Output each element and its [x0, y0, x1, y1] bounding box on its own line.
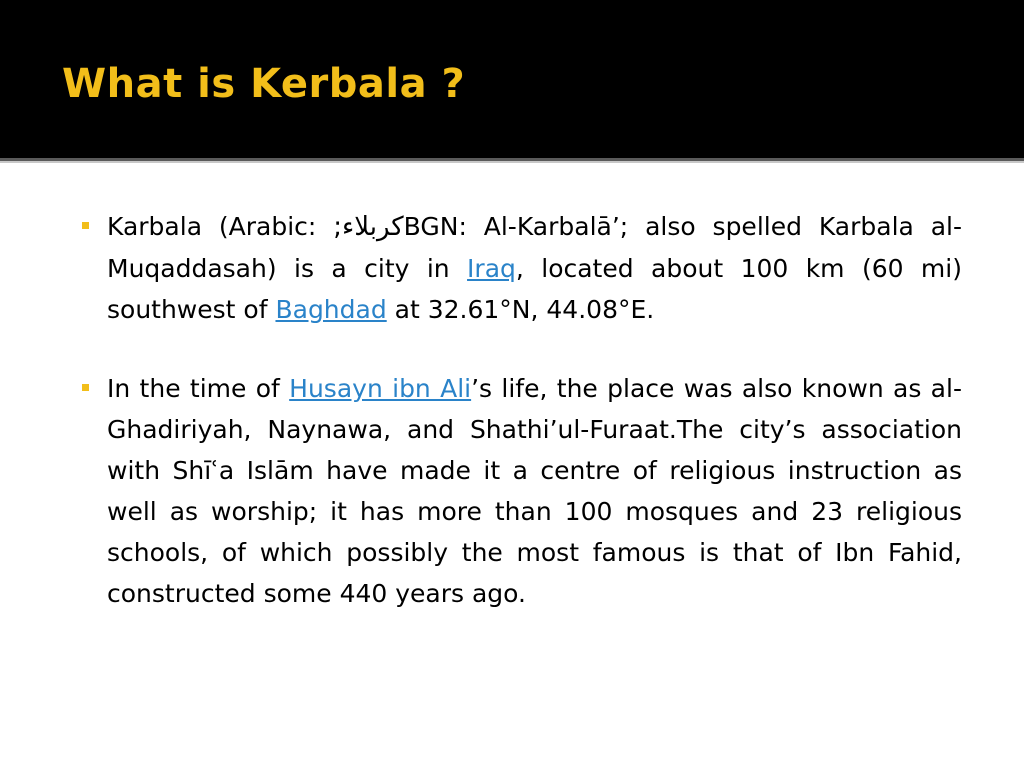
title-bar	[0, 0, 1024, 158]
bullet-text: In the time of	[107, 374, 290, 403]
link-baghdad[interactable]: Baghdad	[275, 295, 387, 324]
link-iraq[interactable]: Iraq	[467, 254, 516, 283]
bullet-item-karbala	[82, 206, 962, 330]
bullet-text: Karbala (Arabic:	[107, 212, 334, 241]
bullet-text: , located about 100 km (60 mi) southwest of	[107, 254, 962, 324]
bullet-text: BGN: Al-Karbalā’; also spelled Karbala al-Muqaddasah) is a city in	[107, 212, 962, 283]
link-husayn-ibn-ali[interactable]: Husayn ibn Ali	[289, 374, 472, 403]
arabic-name: كربلاء;	[333, 212, 404, 242]
slide-title: What is Kerbala ?	[62, 61, 466, 107]
bullet-text: ’s life, the place was also known as al-Ghadiriyah, Naynawa, and Shathi’ul-Furaat.The city’s association with Shīʿa Islām have made it a centre of religious instruction as well as worship; it has more than 100 mosques and 23 religious schools, of which possibly the most famous is that of Ibn Fahid, constructed some 440 years ago.	[107, 374, 962, 608]
bullet-text: at 32.61°N, 44.08°E.	[386, 295, 655, 324]
title-divider-highlight	[0, 161, 1024, 163]
bullet-item-history	[82, 368, 962, 614]
bullet-square-icon	[82, 384, 89, 391]
bullet-square-icon	[82, 222, 89, 229]
content-area	[82, 206, 962, 652]
